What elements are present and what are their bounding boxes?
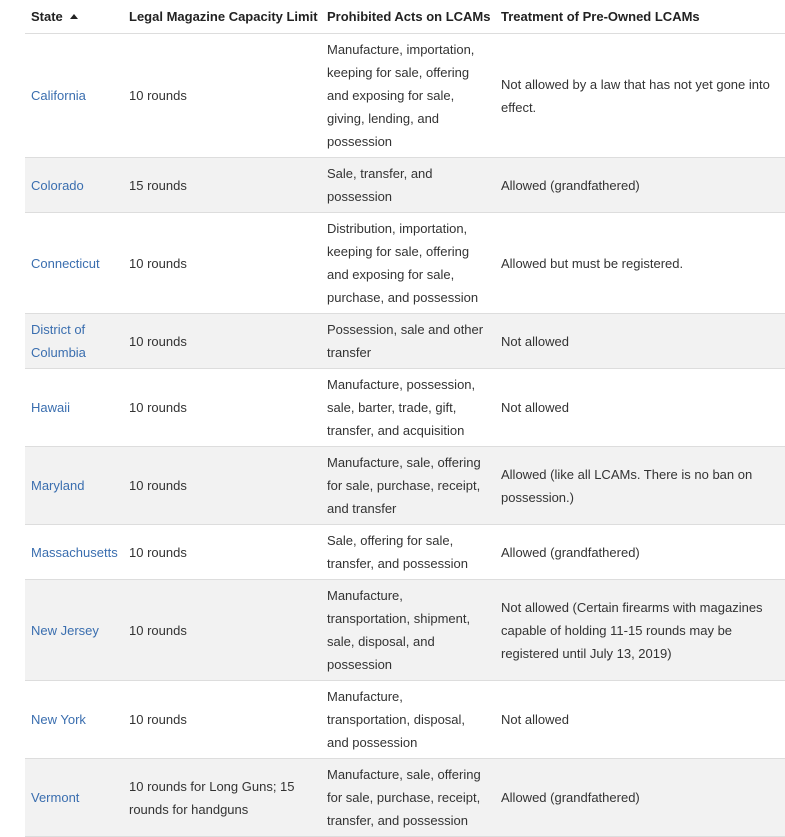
- cell-treatment: Allowed (grandfathered): [495, 158, 785, 213]
- cell-state: [25, 580, 123, 681]
- table-body: [25, 34, 785, 837]
- table-row: [25, 158, 785, 213]
- state-link[interactable]: Connecticut: [31, 255, 100, 271]
- cell-acts: Manufacture, transportation, disposal, and possession: [321, 681, 495, 759]
- header-state[interactable]: [25, 0, 123, 34]
- state-link[interactable]: District of Columbia: [31, 322, 86, 360]
- cell-treatment: Allowed (like all LCAMs. There is no ban on possession.): [495, 447, 785, 525]
- state-link[interactable]: New York: [31, 712, 86, 727]
- table-row: [25, 580, 785, 681]
- cell-treatment: Not allowed: [495, 681, 785, 759]
- cell-treatment: Not allowed by a law that has not yet gone into effect.: [495, 34, 785, 158]
- cell-state: [25, 369, 123, 447]
- header-limit-label: Legal Magazine Capacity Limit: [129, 9, 318, 24]
- cell-state: [25, 34, 123, 158]
- cell-state: [25, 447, 123, 525]
- header-state-label: State: [31, 9, 63, 24]
- cell-limit: 10 rounds: [123, 213, 321, 314]
- table-container[interactable]: [25, 0, 770, 828]
- cell-treatment: Not allowed (Certain firearms with magazines capable of holding 11-15 rounds may be registered until July 13, 2019): [495, 580, 785, 681]
- cell-state: [25, 525, 123, 580]
- state-link[interactable]: Colorado: [31, 177, 84, 193]
- cell-limit: 10 rounds: [123, 34, 321, 158]
- header-acts-label: Prohibited Acts on LCAMs: [327, 9, 491, 24]
- cell-limit: 10 rounds for Long Guns; 15 rounds for handguns: [123, 759, 321, 837]
- cell-limit: 10 rounds: [123, 580, 321, 681]
- cell-acts: Manufacture, sale, offering for sale, purchase, receipt, transfer, and possession: [321, 759, 495, 837]
- state-link[interactable]: New Jersey: [31, 622, 99, 638]
- state-link[interactable]: California: [31, 88, 86, 103]
- cell-acts: Manufacture, transportation, shipment, sale, disposal, and possession: [321, 580, 495, 681]
- state-link[interactable]: Massachusetts: [31, 544, 118, 560]
- cell-limit: 10 rounds: [123, 447, 321, 525]
- state-link[interactable]: Vermont: [31, 790, 80, 805]
- cell-state: [25, 681, 123, 759]
- table-row: [25, 34, 785, 158]
- cell-acts: Manufacture, possession, sale, barter, trade, gift, transfer, and acquisition: [321, 369, 495, 447]
- cell-acts: Manufacture, importation, keeping for sale, offering and exposing for sale, giving, lending, and possession: [321, 34, 495, 158]
- header-treatment-label: Treatment of Pre-Owned LCAMs: [501, 9, 700, 24]
- table-row: [25, 369, 785, 447]
- table-row: [25, 447, 785, 525]
- cell-treatment: Allowed (grandfathered): [495, 759, 785, 837]
- cell-acts: Possession, sale and other transfer: [321, 314, 495, 369]
- header-acts[interactable]: [321, 0, 495, 34]
- cell-acts: Sale, offering for sale, transfer, and possession: [321, 525, 495, 580]
- cell-state: [25, 314, 123, 369]
- table-row: [25, 525, 785, 580]
- header-treatment[interactable]: [495, 0, 785, 34]
- cell-state: [25, 759, 123, 837]
- sort-ascending-icon[interactable]: [70, 14, 78, 19]
- cell-state: [25, 213, 123, 314]
- table-row: [25, 314, 785, 369]
- cell-treatment: Not allowed: [495, 314, 785, 369]
- cell-limit: 10 rounds: [123, 369, 321, 447]
- cell-limit: 10 rounds: [123, 525, 321, 580]
- magazine-laws-table: [25, 0, 785, 837]
- cell-treatment: Not allowed: [495, 369, 785, 447]
- header-row: [25, 0, 785, 34]
- cell-limit: 15 rounds: [123, 158, 321, 213]
- cell-state: [25, 158, 123, 213]
- state-link[interactable]: Maryland: [31, 478, 85, 493]
- cell-acts: Distribution, importation, keeping for sale, offering and exposing for sale, purchase, and possession: [321, 213, 495, 314]
- table-row: [25, 681, 785, 759]
- cell-treatment: Allowed but must be registered.: [495, 213, 785, 314]
- table-row: [25, 213, 785, 314]
- cell-acts: Manufacture, sale, offering for sale, purchase, receipt, and transfer: [321, 447, 495, 525]
- table-row: [25, 759, 785, 837]
- header-limit[interactable]: [123, 0, 321, 34]
- cell-treatment: Allowed (grandfathered): [495, 525, 785, 580]
- state-link[interactable]: Hawaii: [31, 400, 71, 415]
- cell-limit: 10 rounds: [123, 681, 321, 759]
- cell-acts: Sale, transfer, and possession: [321, 158, 495, 213]
- table-header: [25, 0, 785, 34]
- cell-limit: 10 rounds: [123, 314, 321, 369]
